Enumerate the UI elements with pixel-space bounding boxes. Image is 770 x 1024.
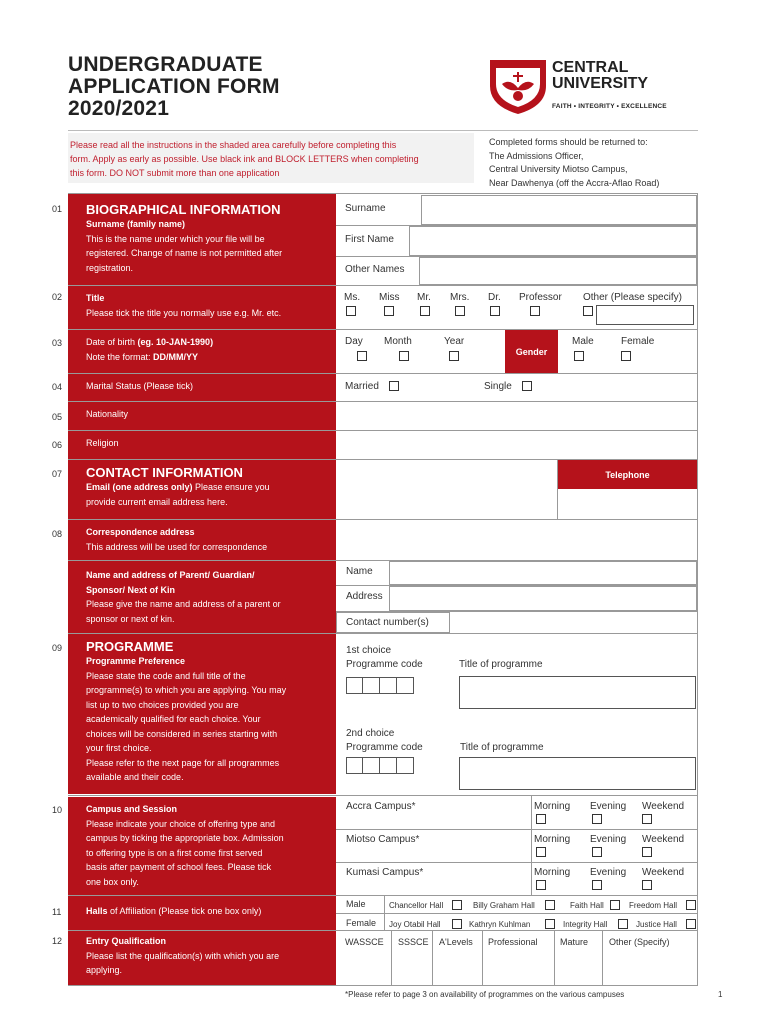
choice1-code-boxes[interactable] bbox=[346, 677, 414, 694]
title-other-label: Other (Please specify) bbox=[583, 292, 682, 303]
section-number: 11 bbox=[52, 907, 62, 917]
section-desc: list up to two choices provided you are bbox=[86, 699, 239, 710]
university-name bbox=[552, 60, 648, 92]
single-checkbox[interactable] bbox=[522, 381, 532, 391]
miotso-evening-checkbox[interactable] bbox=[592, 847, 602, 857]
section-desc: Religion bbox=[86, 438, 119, 448]
telephone-header bbox=[558, 460, 697, 489]
section-desc: Please tick the title you normally use e.g. Mr. etc. bbox=[86, 307, 282, 318]
section-title: Entry Qualification bbox=[86, 936, 167, 946]
male-checkbox[interactable] bbox=[574, 351, 584, 361]
month-label: Month bbox=[384, 336, 412, 347]
section-05-panel bbox=[68, 402, 336, 430]
section-title: CONTACT INFORMATION bbox=[86, 465, 243, 480]
field-divider bbox=[336, 862, 697, 863]
morning-label: Morning bbox=[534, 801, 571, 812]
section-number: 08 bbox=[52, 529, 63, 539]
faith-hall-label: Faith Hall bbox=[570, 901, 604, 910]
nationality-field[interactable] bbox=[336, 402, 697, 430]
intro-line: Please read all the instructions in the shaded area carefully before completing this bbox=[70, 140, 397, 150]
other-names-field[interactable] bbox=[419, 257, 697, 285]
kumasi-weekend-checkbox[interactable] bbox=[642, 880, 652, 890]
field-divider bbox=[336, 913, 697, 914]
section-desc: registration. bbox=[86, 262, 134, 273]
title-mr-checkbox[interactable] bbox=[420, 306, 430, 316]
section-12-panel bbox=[68, 931, 336, 985]
other-names-label: Other Names bbox=[345, 264, 405, 275]
email-field[interactable] bbox=[336, 460, 557, 519]
integrity-hall-checkbox[interactable] bbox=[618, 919, 628, 929]
section-desc: Please give the name and address of a parent or bbox=[86, 599, 281, 609]
kathryn-kuhlman-checkbox[interactable] bbox=[545, 919, 555, 929]
dob-label: Date of birth bbox=[86, 337, 138, 347]
section-desc: Please refer to the next page for all programmes bbox=[86, 757, 280, 768]
single-label: Single bbox=[484, 381, 512, 392]
title-miss-checkbox[interactable] bbox=[384, 306, 394, 316]
email-label: Email (one address only) bbox=[86, 482, 193, 492]
male-label: Male bbox=[572, 336, 594, 347]
code-box[interactable] bbox=[397, 757, 414, 774]
section-number: 06 bbox=[52, 440, 63, 450]
title-line-1: UNDERGRADUATE bbox=[68, 53, 263, 76]
freedom-hall-checkbox[interactable] bbox=[686, 900, 696, 910]
section-desc: Marital Status (Please tick) bbox=[86, 381, 194, 391]
month-checkbox[interactable] bbox=[399, 351, 409, 361]
kin-contact-field[interactable] bbox=[450, 612, 697, 633]
title-dr-label: Dr. bbox=[488, 292, 501, 303]
mature-column[interactable]: Mature bbox=[555, 931, 603, 985]
section-desc: applying. bbox=[86, 965, 123, 975]
row-divider bbox=[68, 193, 698, 194]
section-01-panel bbox=[68, 194, 336, 285]
weekend-label: Weekend bbox=[642, 801, 685, 812]
section-title: BIOGRAPHICAL INFORMATION bbox=[86, 202, 281, 217]
justice-hall-checkbox[interactable] bbox=[686, 919, 696, 929]
university-crest-icon bbox=[488, 56, 548, 116]
row-divider bbox=[68, 985, 698, 986]
title-line-2: APPLICATION FORM bbox=[68, 75, 280, 98]
section-title: Title bbox=[86, 293, 105, 303]
row-divider bbox=[68, 285, 698, 286]
choice2-code-label: Programme code bbox=[346, 742, 423, 753]
sssce-column[interactable]: SSSCE bbox=[392, 931, 433, 985]
footnote: *Please refer to page 3 on availability of programmes on the various campuses bbox=[345, 990, 625, 999]
morning-label: Morning bbox=[534, 867, 571, 878]
miotso-weekend-checkbox[interactable] bbox=[642, 847, 652, 857]
title-ms-label: Ms. bbox=[344, 292, 361, 303]
telephone-label: Telephone bbox=[605, 469, 650, 480]
title-miss-label: Miss bbox=[379, 292, 400, 303]
title-ms-checkbox[interactable] bbox=[346, 306, 356, 316]
dob-format: DD/MM/YY bbox=[153, 351, 199, 362]
return-line: The Admissions Officer, bbox=[489, 150, 584, 161]
kumasi-campus-label: Kumasi Campus* bbox=[346, 867, 424, 878]
faith-hall-checkbox[interactable] bbox=[610, 900, 620, 910]
section-desc: programme(s) to which you are applying. You may bbox=[86, 685, 287, 695]
justice-hall-label: Justice Hall bbox=[636, 920, 677, 929]
section-desc: Please list the qualification(s) with which you are bbox=[86, 950, 280, 961]
section-title: Campus and Session bbox=[86, 804, 178, 814]
choice2-title-label: Title of programme bbox=[460, 742, 544, 753]
title-mrs-label: Mrs. bbox=[450, 292, 470, 303]
code-box[interactable] bbox=[397, 677, 414, 694]
section-title: PROGRAMME bbox=[86, 639, 174, 654]
section-desc: provide current email address here. bbox=[86, 496, 228, 507]
section-desc: to offering type is on a first come first served bbox=[86, 847, 263, 858]
miotso-campus-label: Miotso Campus* bbox=[346, 834, 420, 845]
miotso-morning-checkbox[interactable] bbox=[536, 847, 546, 857]
choice1-title-label: Title of programme bbox=[459, 659, 543, 670]
married-label: Married bbox=[345, 381, 379, 392]
cell-divider bbox=[384, 896, 385, 930]
section-04-panel bbox=[68, 374, 336, 401]
choice2-title-field[interactable] bbox=[459, 757, 696, 790]
section-08b-panel bbox=[68, 561, 336, 633]
kin-address-field[interactable] bbox=[389, 586, 697, 611]
section-desc: one box only. bbox=[86, 876, 139, 887]
choice2-code-boxes[interactable] bbox=[346, 757, 414, 774]
intro-line: form. Apply as early as possible. Use black ink and BLOCK LETTERS when completing bbox=[70, 154, 419, 164]
kumasi-morning-checkbox[interactable] bbox=[536, 880, 546, 890]
religion-field[interactable] bbox=[336, 431, 697, 459]
section-desc: Please indicate your choice of offering type and bbox=[86, 818, 275, 829]
section-subtitle: Programme Preference bbox=[86, 656, 186, 666]
surname-field[interactable] bbox=[421, 195, 697, 225]
year-label: Year bbox=[444, 336, 465, 347]
header-divider bbox=[68, 130, 698, 131]
surname-label: Surname bbox=[345, 203, 386, 214]
instructions-box bbox=[68, 133, 474, 183]
integrity-hall-label: Integrity Hall bbox=[563, 920, 608, 929]
row-divider bbox=[68, 633, 698, 634]
title-professor-label: Professor bbox=[519, 292, 562, 303]
morning-label: Morning bbox=[534, 834, 571, 845]
code-box[interactable] bbox=[380, 677, 397, 694]
married-checkbox[interactable] bbox=[389, 381, 399, 391]
title-mr-label: Mr. bbox=[417, 292, 431, 303]
right-border bbox=[697, 193, 698, 985]
section-number: 07 bbox=[52, 469, 63, 479]
return-address bbox=[489, 136, 659, 190]
female-checkbox[interactable] bbox=[621, 351, 631, 361]
section-number: 10 bbox=[52, 805, 63, 815]
code-box[interactable] bbox=[346, 757, 363, 774]
return-line: Near Dawhenya (off the Accra-Aflao Road) bbox=[489, 177, 660, 188]
section-07-panel bbox=[68, 460, 336, 519]
form-title bbox=[68, 54, 280, 120]
day-checkbox[interactable] bbox=[357, 351, 367, 361]
kumasi-evening-checkbox[interactable] bbox=[592, 880, 602, 890]
section-subtitle: Surname (family name) bbox=[86, 219, 186, 229]
evening-label: Evening bbox=[590, 801, 627, 812]
gender-header bbox=[505, 330, 558, 373]
choice1-label: 1st choice bbox=[346, 645, 392, 656]
section-03-panel bbox=[68, 330, 336, 373]
dob-example: (eg. 10-JAN-1990) bbox=[137, 337, 214, 347]
accra-weekend-checkbox[interactable] bbox=[642, 814, 652, 824]
section-02-panel bbox=[68, 286, 336, 329]
logo-line-1: CENTRAL bbox=[552, 59, 629, 76]
chancellor-hall-checkbox[interactable] bbox=[452, 900, 462, 910]
section-title: Sponsor/ Next of Kin bbox=[86, 584, 176, 595]
email-desc: Please ensure you bbox=[192, 482, 270, 492]
halls-label: Halls bbox=[86, 906, 108, 916]
title-mrs-checkbox[interactable] bbox=[455, 306, 465, 316]
halls-desc: of Affiliation (Please tick one box only) bbox=[107, 906, 262, 916]
qualification-table bbox=[336, 931, 697, 985]
choice1-code-label: Programme code bbox=[346, 659, 423, 670]
section-desc: basis after payment of school fees. Please tick bbox=[86, 862, 272, 872]
code-box[interactable] bbox=[380, 757, 397, 774]
accra-campus-label: Accra Campus* bbox=[346, 801, 416, 812]
accra-evening-checkbox[interactable] bbox=[592, 814, 602, 824]
section-desc: academically qualified for each choice. Your bbox=[86, 714, 261, 724]
kin-contact-label: Contact number(s) bbox=[346, 617, 429, 628]
section-06-panel bbox=[68, 431, 336, 459]
telephone-field[interactable] bbox=[558, 489, 697, 519]
section-title: Name and address of Parent/ Guardian/ bbox=[86, 570, 255, 580]
row-divider bbox=[68, 373, 698, 374]
section-desc: registered. Change of name is not permitted after bbox=[86, 248, 283, 258]
choice2-label: 2nd choice bbox=[346, 728, 395, 739]
evening-label: Evening bbox=[590, 867, 627, 878]
section-number: 12 bbox=[52, 936, 63, 946]
section-08-panel bbox=[68, 520, 336, 560]
choice1-title-field[interactable] bbox=[459, 676, 696, 709]
return-line: Central University Miotso Campus, bbox=[489, 164, 628, 174]
section-11-panel bbox=[68, 896, 336, 930]
day-label: Day bbox=[345, 336, 363, 347]
accra-morning-checkbox[interactable] bbox=[536, 814, 546, 824]
year-checkbox[interactable] bbox=[449, 351, 459, 361]
kathryn-kuhlman-label: Kathryn Kuhlman bbox=[469, 920, 531, 929]
evening-label: Evening bbox=[590, 834, 627, 845]
title-other-checkbox[interactable] bbox=[583, 306, 593, 316]
section-number: 01 bbox=[52, 204, 63, 214]
section-number: 03 bbox=[52, 338, 63, 348]
chancellor-hall-label: Chancellor Hall bbox=[389, 901, 444, 910]
code-box[interactable] bbox=[363, 677, 380, 694]
weekend-label: Weekend bbox=[642, 834, 685, 845]
intro-line: this form. DO NOT submit more than one application bbox=[70, 168, 280, 178]
first-name-label: First Name bbox=[345, 234, 394, 245]
row-divider bbox=[68, 895, 698, 896]
kin-name-field[interactable] bbox=[389, 561, 697, 585]
section-desc: Please state the code and full title of the bbox=[86, 670, 246, 681]
row-divider bbox=[68, 795, 698, 796]
section-number: 05 bbox=[52, 412, 63, 422]
section-desc: This is the name under which your file will be bbox=[86, 233, 265, 244]
title-professor-checkbox[interactable] bbox=[530, 306, 540, 316]
section-desc: Nationality bbox=[86, 409, 129, 419]
billy-graham-hall-checkbox[interactable] bbox=[545, 900, 555, 910]
section-10-panel bbox=[68, 797, 336, 895]
title-line-3: 2020/2021 bbox=[68, 97, 170, 120]
billy-graham-hall-label: Billy Graham Hall bbox=[473, 901, 535, 910]
section-desc: available and their code. bbox=[86, 772, 184, 782]
joy-otabil-hall-checkbox[interactable] bbox=[452, 919, 462, 929]
joy-otabil-hall-label: Joy Otabil Hall bbox=[389, 920, 441, 929]
section-title: Correspondence address bbox=[86, 527, 195, 537]
section-09-panel bbox=[68, 634, 336, 794]
correspondence-address-field[interactable] bbox=[336, 520, 697, 560]
kin-name-label: Name bbox=[346, 566, 373, 577]
section-number: 02 bbox=[52, 292, 63, 302]
return-line: Completed forms should be returned to: bbox=[489, 137, 648, 147]
section-desc: sponsor or next of kin. bbox=[86, 613, 175, 624]
logo-line-2: UNIVERSITY bbox=[552, 75, 649, 92]
cell-divider bbox=[531, 796, 532, 895]
code-box[interactable] bbox=[346, 677, 363, 694]
kin-contact-label-box bbox=[336, 612, 450, 633]
title-dr-checkbox[interactable] bbox=[490, 306, 500, 316]
row-divider bbox=[68, 329, 698, 330]
section-number: 09 bbox=[52, 643, 63, 653]
title-other-field[interactable] bbox=[596, 305, 694, 325]
section-desc: your first choice. bbox=[86, 743, 152, 753]
field-divider bbox=[336, 829, 697, 830]
weekend-label: Weekend bbox=[642, 867, 685, 878]
kin-address-label: Address bbox=[346, 591, 383, 602]
section-desc: campus by ticking the appropriate box. Admission bbox=[86, 833, 284, 843]
page-number: 1 bbox=[718, 990, 723, 999]
professional-column[interactable]: Professional bbox=[483, 931, 555, 985]
halls-female-label: Female bbox=[346, 918, 377, 928]
section-desc: This address will be used for correspondence bbox=[86, 541, 268, 552]
gender-label: Gender bbox=[515, 346, 548, 357]
female-label: Female bbox=[621, 336, 655, 347]
motto: FAITH • INTEGRITY • EXCELLENCE bbox=[552, 103, 667, 110]
alevels-column[interactable]: A'Levels bbox=[433, 931, 483, 985]
wassce-column[interactable]: WASSCE bbox=[336, 931, 392, 985]
freedom-hall-label: Freedom Hall bbox=[629, 901, 678, 910]
first-name-field[interactable] bbox=[409, 226, 697, 256]
other-specify-column[interactable]: Other (Specify) bbox=[609, 937, 670, 947]
section-number: 04 bbox=[52, 382, 63, 392]
dob-format-label: Note the format: bbox=[86, 351, 154, 362]
code-box[interactable] bbox=[363, 757, 380, 774]
section-desc: choices will be considered in series starting with bbox=[86, 728, 278, 739]
halls-male-label: Male bbox=[346, 899, 366, 909]
